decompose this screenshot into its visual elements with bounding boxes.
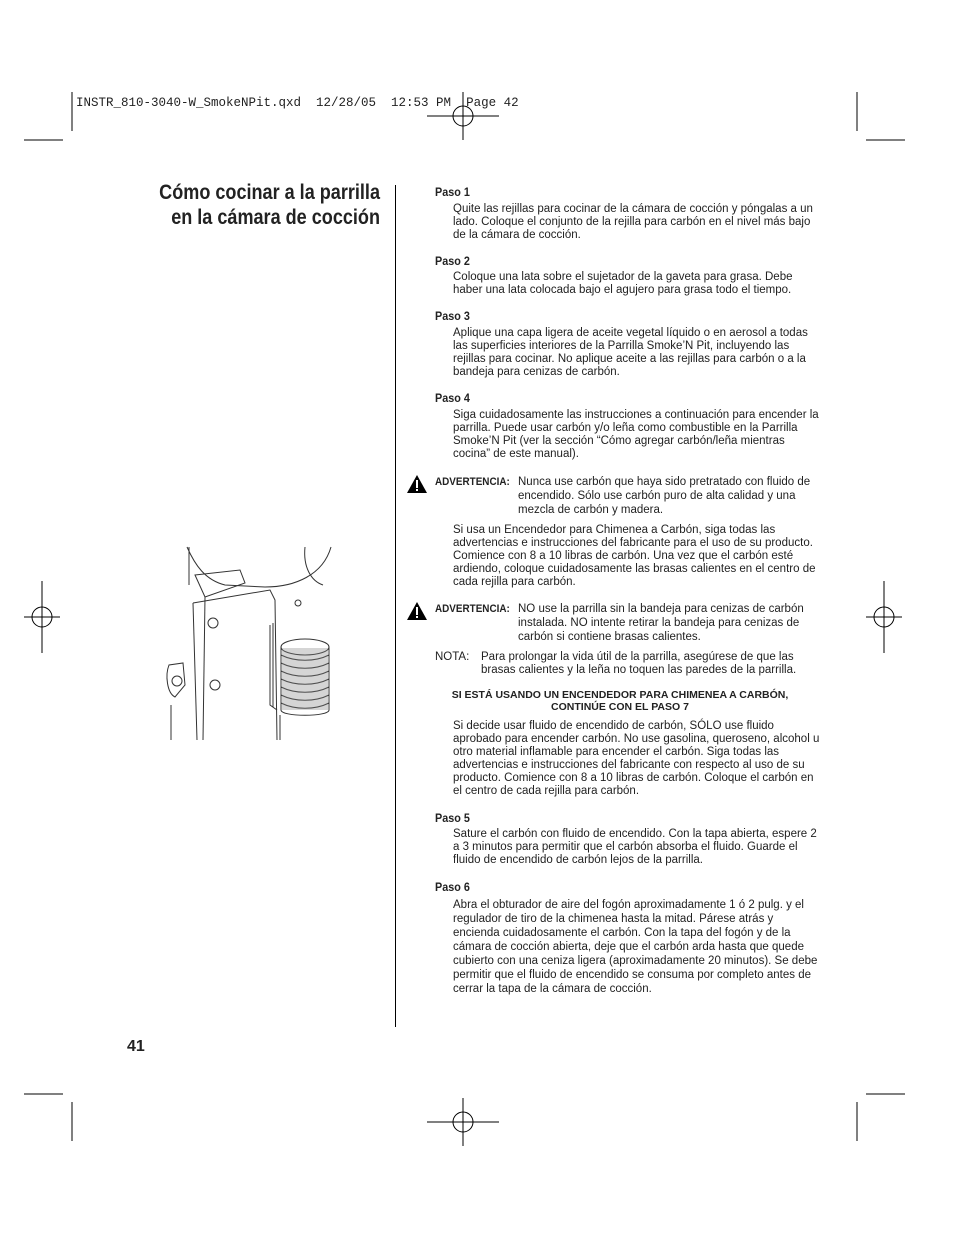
step-5-heading: Paso 5: [435, 811, 470, 825]
chimney-notice: SI ESTÁ USANDO UN ENCENDEDOR PARA CHIMENEA A CARBÓN, CONTINÚE CON EL PASO 7: [451, 689, 789, 713]
step-4-heading: Paso 4: [435, 391, 470, 405]
registration-target-right: [866, 581, 902, 653]
warning-2-label: ADVERTENCIA:: [435, 603, 510, 615]
step-3-heading: Paso 3: [435, 309, 470, 323]
registration-target-left: [24, 581, 60, 653]
warning-1-label: ADVERTENCIA:: [435, 476, 510, 488]
step-1-text: Quite las rejillas para cocinar de la cámara de cocción y póngalas a un lado. Coloque el conjunto de la rejilla para carbón en el nivel más bajo de la cámara de cocción.: [453, 203, 813, 241]
warning-1-text: Nunca use carbón que haya sido pretratado con fluido de encendido. Sólo use carbón puro de alta calidad y una mezcla de carbón y madera.: [518, 476, 811, 516]
page-number: 41: [127, 1038, 145, 1055]
file-slug: INSTR_810-3040-W_SmokeNPit.qxd 12/28/05 12:53 PM Page 42: [76, 96, 519, 110]
title-line-2: en la cámara de cocción: [171, 206, 380, 229]
note-text: Para prolongar la vida útil de la parrilla, asegúrese de que las brasas calientes y la leña no toquen las paredes de la parrilla.: [481, 651, 797, 676]
step-1-heading: Paso 1: [435, 185, 470, 199]
step-4-text: Siga cuidadosamente las instrucciones a continuación para encender la parrilla. Puede usar carbón y/o leña como combustible en la Parrilla Smoke’N Pit (ver la sección “Cómo agregar carbón/leña mientras cocina” de este manual).: [453, 409, 819, 460]
page-title: [139, 180, 380, 230]
step-2-text: Coloque una lata sobre el sujetador de la gaveta para grasa. Debe haber una lata colocada bajo el agujero para grasa todo el tiempo.: [453, 271, 793, 296]
chimney-starter-text: Si usa un Encendedor para Chimenea a Carbón, siga todas las advertencias e instrucciones del fabricante para el uso de su producto. Comience con 8 a 10 libras de carbón. Una vez que el carbón esté ardiendo, coloque cuidadosamente las brasas calientes en el centro de cada rejilla para carbón.: [453, 524, 816, 588]
warning-2-text: NO use la parrilla sin la bandeja para cenizas de carbón instalada. NO intente retirar la bandeja para cenizas de carbón si contiene brasas calientes.: [518, 603, 804, 643]
registration-target-bottom: [427, 1098, 499, 1146]
note-label: NOTA:: [435, 651, 470, 663]
warning-triangle-icon: [406, 474, 428, 494]
step-3-text: Aplique una capa ligera de aceite vegetal líquido o en aerosol a todas las superficies interiores de la Parrilla Smoke’N Pit, incluyendo las rejillas para cocinar. No aplique aceite a las rejillas para carbón o a la bandeja para cenizas de carbón.: [453, 327, 808, 378]
step-6-text: Abra el obturador de aire del fogón aproximadamente 1 ó 2 pulg. y el regulador de tiro de la chimenea hasta la mitad. Párese atrás y encienda cuidadosamente el carbón. Con la tapa del fogón y de la cámara de cocción abierta, deje que el carbón arda hasta que quede cubierto con una ceniza ligera (aproximadamente 20 minutos). Se debe permitir que el fluido de encendido se consuma por completo antes de cerrar la tapa de la cámara de cocción.: [453, 899, 818, 995]
lighter-fluid-text: Si decide usar fluido de encendido de carbón, SÓLO use fluido aprobado para encender carbón. No use gasolina, queroseno, alcohol u otro material inflamable para encender el carbón. Siga todas las advertencias e instrucciones del fabricante con respecto al uso de su producto. Comience con 8 a 10 libras de carbón. Coloque el carbón en el centro de cada rejilla para carbón.: [453, 720, 820, 797]
step-6-heading: Paso 6: [435, 880, 470, 894]
grease-can-illustration: [165, 545, 340, 745]
title-line-1: Cómo cocinar a la parrilla: [159, 181, 380, 204]
warning-triangle-icon: [406, 601, 428, 621]
step-2-heading: Paso 2: [435, 254, 470, 268]
column-divider: [395, 185, 396, 1027]
step-5-text: Sature el carbón con fluido de encendido. Con la tapa abierta, espere 2 a 3 minutos para permitir que el carbón absorba el fluido. Guarde el fluido de encendido de carbón lejos de la parrilla.: [453, 828, 817, 866]
